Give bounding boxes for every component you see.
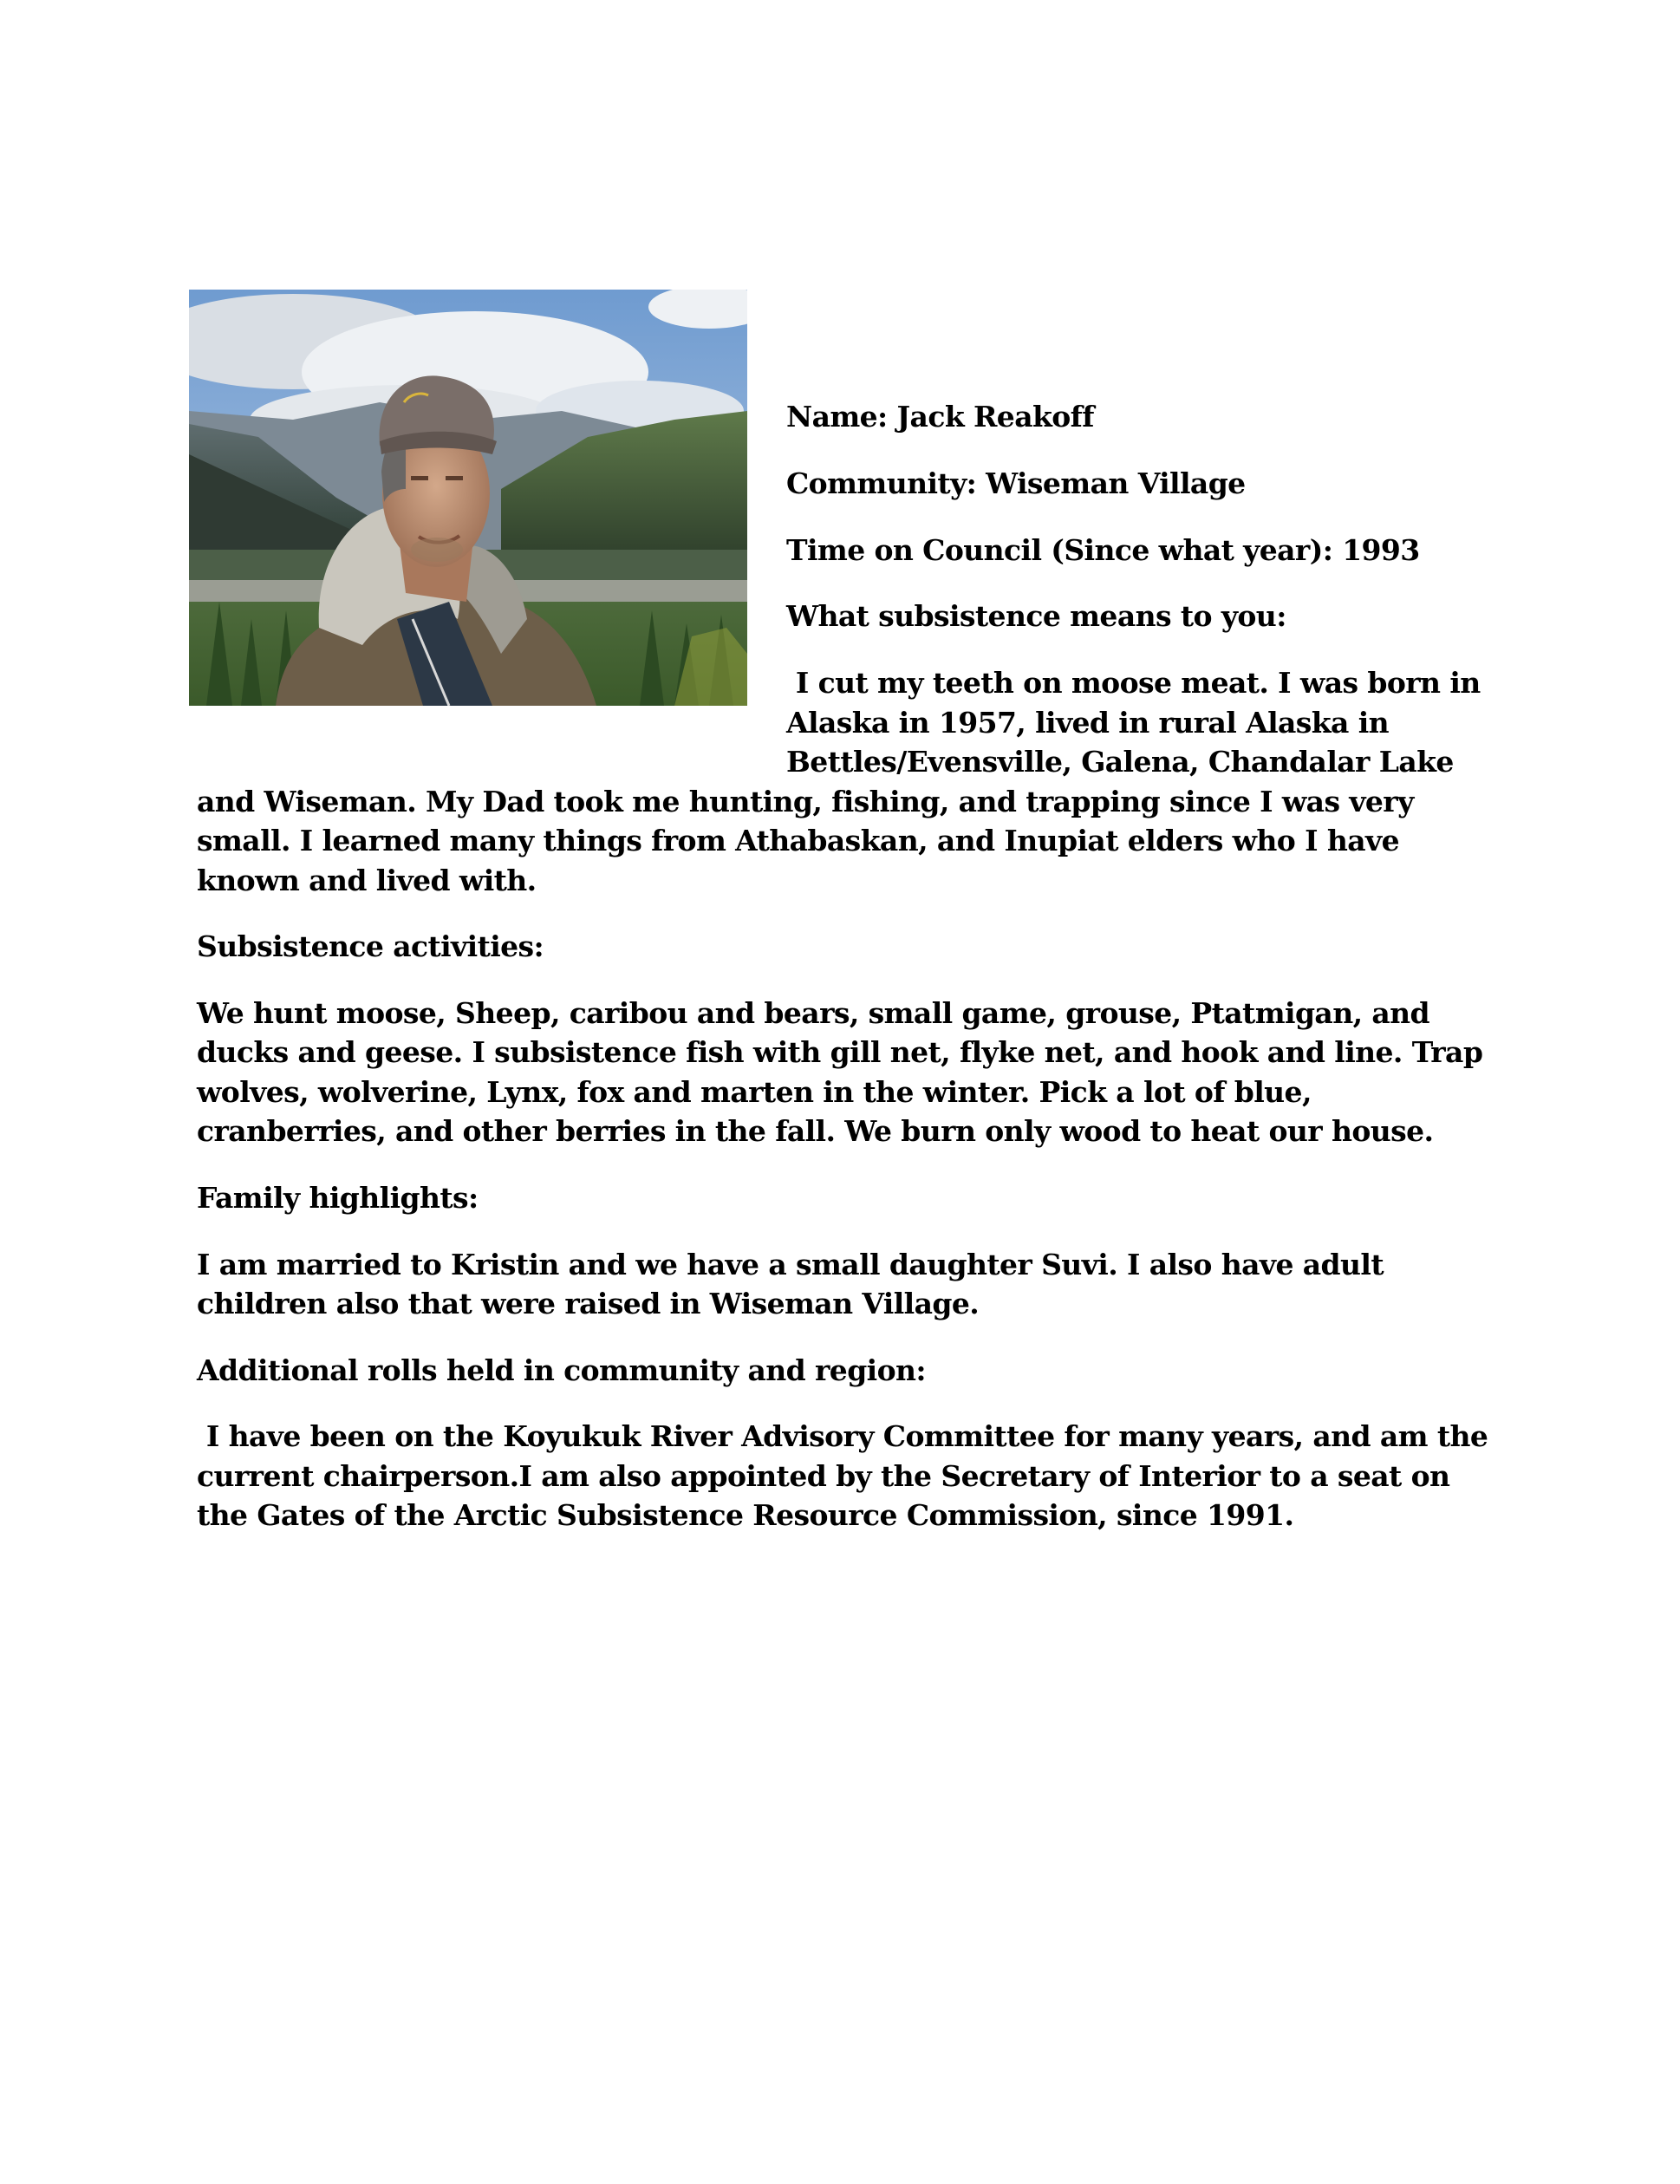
meaning-line: Alaska in 1957, lived in rural Alaska in: [786, 706, 1390, 740]
meaning-line: small. I learned many things from Athabaskan, and Inupiat elders who I have: [197, 824, 1399, 857]
activities-line: We hunt moose, Sheep, caribou and bears, small game, grouse, Ptatmigan, and: [197, 996, 1430, 1030]
additional-roles-heading: Additional rolls held in community and region:: [197, 1353, 927, 1387]
time-on-council-field: Time on Council (Since what year): 1993: [786, 533, 1420, 567]
portrait-image: [189, 290, 747, 706]
family-highlights-heading: Family highlights:: [197, 1181, 479, 1215]
roles-line: current chairperson.I am also appointed by the Secretary of Interior to a seat on: [197, 1459, 1450, 1493]
meaning-line: and Wiseman. My Dad took me hunting, fishing, and trapping since I was very: [197, 785, 1414, 818]
roles-line: I have been on the Koyukuk River Advisory Committee for many years, and am the: [197, 1419, 1488, 1453]
activities-line: ducks and geese. I subsistence fish with gill net, flyke net, and hook and line. Trap: [197, 1035, 1483, 1069]
name-field: Name: Jack Reakoff: [786, 400, 1094, 434]
community-field: Community: Wiseman Village: [786, 466, 1246, 500]
meaning-line: Bettles/Evensville, Galena, Chandalar Lake: [786, 745, 1454, 779]
family-line: I am married to Kristin and we have a small daughter Suvi. I also have adult: [197, 1248, 1384, 1281]
subsistence-meaning-heading: What subsistence means to you:: [786, 599, 1286, 633]
profile-photo: [189, 290, 747, 706]
subsistence-activities-heading: Subsistence activities:: [197, 929, 544, 963]
roles-line: the Gates of the Arctic Subsistence Resource Commission, since 1991.: [197, 1498, 1294, 1532]
meaning-line: known and lived with.: [197, 864, 537, 897]
meaning-line: I cut my teeth on moose meat. I was born in: [786, 666, 1481, 700]
activities-line: cranberries, and other berries in the fall. We burn only wood to heat our house.: [197, 1114, 1434, 1148]
family-line: children also that were raised in Wiseman Village.: [197, 1287, 980, 1320]
activities-line: wolves, wolverine, Lynx, fox and marten in the winter. Pick a lot of blue,: [197, 1075, 1312, 1109]
